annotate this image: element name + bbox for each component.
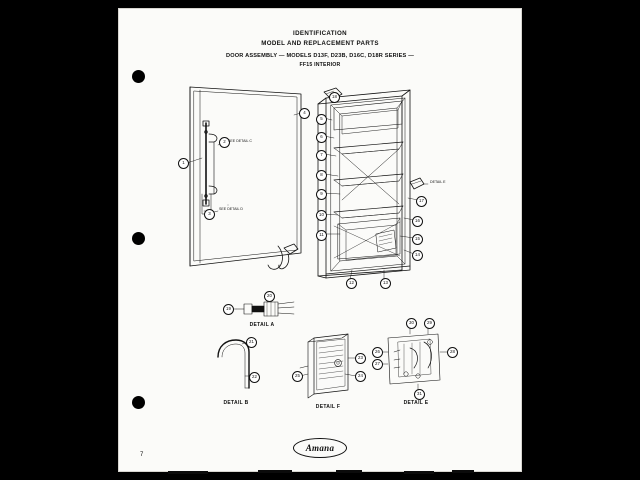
callout-18: 18 [329, 92, 340, 103]
caption-detail-f: DETAIL F [315, 404, 341, 410]
callout-5: 5 [316, 114, 327, 125]
callout-23: 23 [355, 353, 366, 364]
label-see-detail-c: SEE DETAIL C [228, 139, 252, 143]
label-see-detail-d: SEE DETAIL D [219, 207, 243, 211]
callout-16: 16 [412, 216, 423, 227]
scan-artifact [404, 471, 434, 474]
callout-27: 27 [372, 359, 383, 370]
callout-24: 24 [355, 371, 366, 382]
callout-30: 30 [406, 318, 417, 329]
callout-9: 9 [316, 189, 327, 200]
label-detail-e-ref: DETAIL E [430, 180, 446, 184]
page-number: 7 [140, 452, 144, 458]
callout-15: 15 [412, 234, 423, 245]
callout-21: 21 [246, 337, 257, 348]
header-line-model-parts: MODEL AND REPLACEMENT PARTS [261, 40, 379, 47]
callout-19: 19 [223, 304, 234, 315]
amana-logo [293, 438, 347, 458]
callout-14: 14 [412, 250, 423, 261]
callout-1: 1 [178, 158, 189, 169]
header-line-identification: IDENTIFICATION [293, 30, 347, 37]
header-line-interior: FF15 INTERIOR [299, 62, 341, 68]
header-line-door-assembly: DOOR ASSEMBLY — MODELS D13F, D23B, D16C, D18R SERIES — [225, 53, 415, 59]
caption-detail-a: DETAIL A [249, 322, 275, 328]
callout-8: 8 [316, 170, 327, 181]
scan-artifact [168, 471, 208, 474]
callout-17: 17 [416, 196, 427, 207]
callout-10: 10 [316, 210, 327, 221]
callout-2: 2 [219, 137, 230, 148]
callout-4: 4 [299, 108, 310, 119]
callout-6: 6 [316, 132, 327, 143]
callout-7: 7 [316, 150, 327, 161]
scan-artifact [258, 470, 292, 473]
callout-26: 26 [372, 347, 383, 358]
callout-29: 29 [424, 318, 435, 329]
callout-31: 31 [414, 389, 425, 400]
caption-detail-e: DETAIL E [403, 400, 429, 406]
callout-11: 11 [316, 230, 327, 241]
callout-28: 28 [447, 347, 458, 358]
manual-page [118, 8, 522, 472]
caption-detail-b: DETAIL B [223, 400, 249, 406]
callout-25: 25 [292, 371, 303, 382]
callout-3: 3 [204, 209, 215, 220]
scan-artifact [452, 470, 474, 473]
callout-22: 22 [249, 372, 260, 383]
callout-13: 13 [380, 278, 391, 289]
callout-12: 12 [346, 278, 357, 289]
logo-wordmark: Amana [305, 443, 335, 453]
callout-20: 20 [264, 291, 275, 302]
scan-artifact [336, 470, 362, 473]
